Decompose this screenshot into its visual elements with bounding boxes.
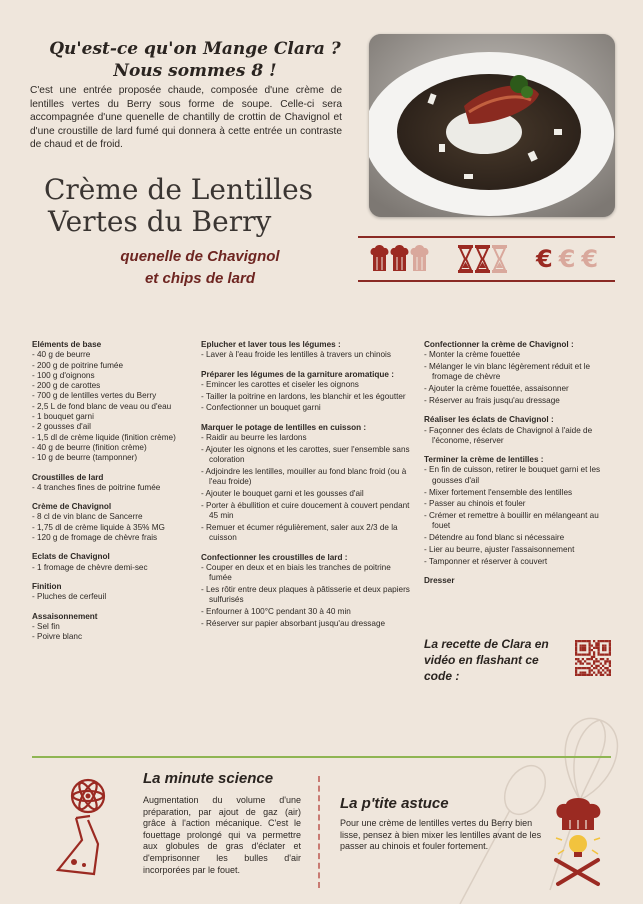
list-item: - Façonner des éclats de Chavignol à l'aide de l'économe, réserver	[424, 425, 593, 445]
list-item: - 8 cl de vin blanc de Sancerre	[32, 512, 143, 522]
list-item: - 200 g de poitrine fumée	[32, 360, 124, 370]
list-item: - En fin de cuisson, retirer le bouquet garni et les gousses d'ail	[424, 465, 601, 485]
recipe-subtitle-line2: et chips de lard	[144, 270, 256, 287]
list-item: - 1,75 dl de crème liquide à 35% MG	[32, 522, 165, 532]
list-item: - 2 gousses d'ail	[32, 422, 91, 432]
list-item: - Sel fin	[32, 621, 60, 631]
tip-title: La p'tite astuce	[340, 795, 449, 812]
section-heading: Croustilles de lard	[32, 472, 104, 482]
section-heading: Eclats de Chavignol	[32, 552, 110, 562]
recipe-title-line2: Vertes du Berry	[48, 205, 272, 238]
video-text: La recette de Clara en vidéo en flashant ce code :	[424, 637, 549, 683]
section-heading: Terminer la crème de lentilles :	[424, 455, 544, 465]
list-item: - Confectionner un bouquet garni	[201, 403, 321, 413]
steps-right-column	[424, 340, 614, 586]
list-item: - Adjoindre les lentilles, mouiller au fond blanc froid (ou à l'eau froide)	[201, 466, 407, 487]
euro-icon: €	[536, 245, 553, 273]
list-item: - Lier au beurre, ajuster l'assaisonnement	[424, 545, 575, 555]
header-count: Nous sommes 8 !	[113, 61, 277, 81]
difficulty-rating	[370, 245, 429, 273]
list-item: - Pluches de cerfeuil	[32, 592, 107, 602]
list-item: - 200 g de carottes	[32, 381, 101, 391]
recipe-subtitle-line1: quenelle de Chavignol	[120, 248, 280, 265]
section-heading: Confectionner les croustilles de lard :	[201, 552, 348, 562]
list-item: - Emincer les carottes et ciseler les oignons	[201, 379, 359, 389]
list-item: - Remuer et écumer régulièrement, saler aux 2/3 de la cuisson	[201, 522, 398, 543]
recipe-subtitle	[80, 246, 320, 290]
science-text: Augmentation du volume d'une préparation, par ajout de gaz (air) grâce à l'action mécanique. C'est le fouettage prolongé qui va permettre aux globules de gras d'éclater et d'emprisonner les bulles d'air incorporées par le fouet.	[143, 795, 301, 875]
list-item: - 1 fromage de chèvre demi-sec	[32, 562, 148, 572]
list-item: - 2,5 L de fond blanc de veau ou d'eau	[32, 401, 172, 411]
chef-hat-icon	[410, 245, 429, 273]
list-item: - Ajouter les oignons et les carottes, suer l'ensemble sans coloration	[201, 444, 410, 465]
list-item: - Mélanger le vin blanc légèrement réduit et le fromage de chèvre	[424, 362, 591, 382]
list-item: - 10 g de beurre (tamponner)	[32, 453, 138, 463]
section-heading: Préparer les légumes de la garniture aromatique :	[201, 369, 394, 379]
chef-hat-icon	[390, 245, 409, 273]
section-heading: Confectionner la crème de Chavignol :	[424, 340, 574, 349]
section-heading: Réaliser les éclats de Chavignol :	[424, 415, 554, 425]
list-item: - Tamponner et réserver à couvert	[424, 556, 548, 566]
steps-middle-column	[201, 340, 411, 631]
header-title: Qu'est-ce qu'on Mange Clara ?	[49, 39, 341, 59]
cost-rating	[536, 245, 598, 273]
section-heading: Marquer le potage de lentilles en cuisson :	[201, 422, 367, 432]
science-title: La minute science	[143, 770, 274, 787]
list-item: - Monter la crème fouettée	[424, 350, 521, 360]
recipe-title	[44, 174, 364, 238]
list-item: - 100 g d'oignons	[32, 370, 95, 380]
list-item: - Poivre blanc	[32, 632, 83, 642]
section-heading: Finition	[32, 581, 62, 591]
section-heading: Dresser	[424, 576, 455, 586]
list-item: - 4 tranches fines de poitrine fumée	[32, 482, 161, 492]
section-heading: Crème de Chavignol	[32, 502, 112, 512]
list-item: - Réserver au frais jusqu'au dressage	[424, 395, 560, 405]
hourglass-icon	[475, 245, 490, 273]
euro-icon: €	[581, 245, 599, 273]
ingredients-column	[32, 340, 192, 642]
divider-line	[32, 756, 611, 758]
hourglass-icon	[492, 245, 507, 273]
list-item: - 120 g de fromage de chèvre frais	[32, 533, 158, 543]
section-heading: Eléments de base	[32, 340, 102, 349]
section-heading: Assaisonnement	[32, 611, 98, 621]
euro-icon: €	[558, 245, 576, 273]
list-item: - Ajouter le bouquet garni et les gousses d'ail	[201, 489, 364, 499]
list-item: - Tailler la poitrine en lardons, les blanchir et les égoutter	[201, 391, 406, 401]
list-item: - Couper en deux et en biais les tranches de poitrine fumée	[201, 562, 391, 583]
section-heading: Eplucher et laver tous les légumes :	[201, 340, 341, 349]
list-item: - 1 bouquet garni	[32, 412, 94, 422]
list-item: - 40 g de beurre (finition crème)	[32, 442, 147, 452]
list-item: - 1,5 dl de crème liquide (finition crème)	[32, 432, 176, 442]
list-item: - Raidir au beurre les lardons	[201, 433, 307, 443]
list-item: - Réserver sur papier absorbant jusqu'au dressage	[201, 618, 386, 628]
list-item: - Les rôtir entre deux plaques à pâtisserie et deux papiers sulfurisés	[201, 584, 410, 605]
list-item: - 700 g de lentilles vertes du Berry	[32, 391, 157, 401]
list-item: - Porter à ébullition et cuire doucement à couvert pendant 45 min	[201, 500, 410, 521]
list-item: - Laver à l'eau froide les lentilles à travers un chinois	[201, 350, 391, 360]
header-question	[30, 38, 360, 82]
list-item: - Ajouter la crème fouettée, assaisonner	[424, 384, 569, 394]
list-item: - Enfourner à 100°C pendant 30 à 40 min	[201, 607, 351, 617]
list-item: - Crémer et remettre à bouillir en mélangeant au fouet	[424, 511, 599, 531]
science-flask-icon	[36, 770, 136, 880]
section-divider	[318, 776, 320, 888]
rating-bar	[358, 236, 615, 282]
hourglass-icon	[458, 245, 473, 273]
tip-text: Pour une crème de lentilles vertes du Berry bien lisse, pensez à bien mixer les lentilles avant de les passer au chinois et fouler fortement.	[340, 818, 542, 852]
list-item: - 40 g de beurre	[32, 350, 91, 360]
intro-paragraph: C'est une entrée proposée chaude, composée d'une crème de lentilles vertes du Berry sous forme de soupe. Celle-ci sera accompagnée d'une quenelle de chantilly de crottin de Chavignol et d'une croustille de lard fumé qui donnera à cette entrée un contraste de chaud et de froid.	[30, 85, 342, 151]
dish-photo	[369, 34, 615, 217]
time-rating	[458, 245, 507, 273]
qr-code[interactable]	[575, 640, 611, 676]
chef-hat-bulb-icon	[548, 796, 612, 888]
list-item: - Passer au chinois et fouler	[424, 499, 526, 509]
list-item: - Mixer fortement l'ensemble des lentilles	[424, 487, 573, 497]
list-item: - Détendre au fond blanc si nécessaire	[424, 533, 565, 543]
chef-hat-icon	[370, 245, 389, 273]
recipe-title-line1: Crème de Lentilles	[44, 173, 314, 206]
